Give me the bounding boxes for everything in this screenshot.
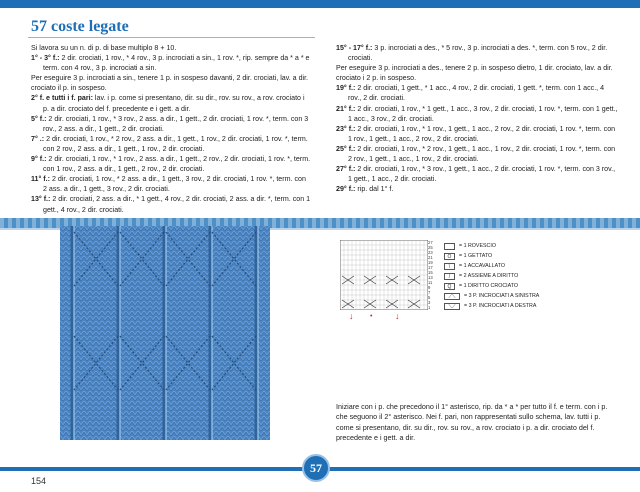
row-label: 29° f.:	[336, 185, 356, 194]
chart-legend	[444, 241, 539, 311]
repeat-end-arrow-icon: ↓	[395, 311, 400, 321]
row-label: 5° f.:	[31, 114, 47, 123]
instruction-text: 2 dir. crociati, 1 rov., * 1 gett., 1 acc., 3 rov., 2 dir. crociati, 1 rov. *, term. con 1 gett., 1 acc., 3 rov., 2 dir. crociati.	[348, 104, 618, 123]
legend-label: = 1 DIRITTO CROCIATO	[459, 283, 519, 289]
chart-row-number: 13	[428, 275, 433, 280]
instruction-paragraph	[336, 43, 618, 63]
row-label: 19° f.:	[336, 84, 356, 93]
row-label: 27° f.:	[336, 165, 356, 174]
legend-item	[444, 261, 539, 271]
cross-right-icon: ⟍⟋	[444, 303, 460, 310]
instruction-text: 2 dir. crociati, 1 rov., * 4 rov., 3 p. incrociati a sin., 1 rov. *, rip. sempre da * a * e term. con 4 rov., 3 p. incrociati a sin.	[43, 54, 310, 73]
knit-swatch-illustration	[60, 226, 270, 440]
purl-icon	[444, 243, 455, 250]
instruction-paragraph	[31, 134, 311, 154]
instruction-text: Per eseguire 3 p. incrociati a des., tenere 2 p. in sospeso dietro, 1 dir. crociato, lav. a dir. crociato i 2 p. in sospeso.	[336, 64, 613, 83]
row-label: 9° f.:	[31, 155, 47, 164]
row-label: 13° f.:	[31, 195, 51, 204]
instruction-paragraph	[31, 194, 311, 214]
legend-label: = 3 P. INCROCIATI A DESTRA	[464, 303, 537, 309]
chart-row-number: 17	[428, 265, 433, 270]
row-label: 7° .:	[31, 134, 45, 143]
instruction-paragraph	[31, 53, 311, 73]
row-label: 2° f. e tutti i f. pari:	[31, 94, 93, 103]
chart-row-number: 7	[428, 290, 431, 295]
chart-row-number: 21	[428, 255, 433, 260]
legend-item	[444, 251, 539, 261]
instruction-text: lav. i p. come si presentano, dir. su dir., rov. su rov., a rov. crociato i p. a dir. crociato del f. precedente e i gett. a dir.	[43, 94, 305, 113]
page-title: 57 coste legate	[31, 18, 129, 35]
chart-row-numbers	[428, 240, 440, 310]
row-label: 25° f.:	[336, 144, 356, 153]
k2tog-icon: /	[444, 273, 455, 280]
instruction-paragraph	[336, 184, 618, 194]
row-label: 21° f.:	[336, 104, 356, 113]
instruction-paragraph	[336, 124, 618, 144]
chart-row-number: 19	[428, 260, 433, 265]
pattern-number-badge: 57	[302, 454, 330, 482]
legend-label: = 1 ROVESCIO	[459, 243, 496, 249]
instruction-text: 3 p. incrociati a des., * 5 rov., 3 p. incrociati a des. *, term. con 5 rov., 2 dir. crociati.	[348, 44, 608, 63]
chart-row-number: 27	[428, 240, 433, 245]
legend-item	[444, 301, 539, 311]
chart-row-number: 9	[428, 285, 431, 290]
legend-label: = 1 ACCAVALLATO	[459, 263, 505, 269]
ssk-icon: \	[444, 263, 455, 270]
chart-row-number: 3	[428, 300, 431, 305]
instruction-text: 2 dir. crociati, 1 rov., * 1 rov., 2 ass. a dir., 1 gett., 2 rov., 2 dir. crociati, 1 rov. *, term. con 1 rov., 2 ass. a dir., 1 gett., 2 rov., 2 dir. crociati.	[43, 155, 311, 174]
top-color-bar	[0, 0, 640, 8]
instruction-paragraph	[31, 73, 311, 93]
instruction-paragraph	[31, 43, 311, 53]
instruction-paragraph	[336, 63, 618, 83]
instruction-text: 2 dir. crociati, 1 rov., * 1 rov., 1 gett., 1 acc., 2 rov., 2 dir. crociati, 1 rov. *, term. con 1 rov., 1 gett., 1 acc., 2 rov., 2 dir. crociati.	[348, 124, 616, 143]
repeat-start-arrow-icon: ↓	[349, 311, 354, 321]
instruction-text: 2 dir. crociati, 2 ass. a dir., * 1 gett., 4 rov., 2 dir. crociati, 2 ass. a dir. *, term. con 1 gett., 4 rov., 2 dir. crociati.	[43, 195, 311, 214]
chart-row-number: 1	[428, 305, 431, 310]
row-label: 11° f.:	[31, 175, 51, 184]
yarn-over-icon: O	[444, 253, 455, 260]
legend-item	[444, 271, 539, 281]
legend-label: = 1 GETTATO	[459, 253, 493, 259]
row-label: 23° f.:	[336, 124, 356, 133]
chart-row-number: 5	[428, 295, 431, 300]
pattern-notes: Iniziare con i p. che precedono il 1° asterisco, rip. da * a * per tutto il f. e term. con i p. che seguono il 2° asterisco. Nei f. pari, non rappresentati sullo schema, lav. tutti i p. come si presentano, dir. su dir., rov. su rov., a rov. crociato i p. a dir. crociato del f. precedente e i gett. a dir.	[336, 402, 608, 443]
instruction-text: 2 dir. crociati, 1 rov., * 2 rov., 1 gett., 1 acc., 1 rov., 2 dir. crociati, 1 rov. *, term. con 2 rov., 1 gett., 1 acc., 1 rov., 2 dir. crociati.	[348, 144, 616, 164]
legend-label: = 2 ASSIEME A DIRITTO	[459, 273, 519, 279]
instruction-paragraph	[336, 104, 618, 124]
knitting-chart	[340, 240, 428, 310]
title-underline	[28, 37, 315, 38]
repeat-marker-dot-icon: •	[370, 313, 373, 320]
instruction-text: 2 dir. crociati, 1 rov., * 2 rov., 2 ass. a dir., 1 gett., 1 rov., 2 dir. crociati, 1 rov. *, term. con 2 rov., 2 ass. a dir., 1 gett., 1 rov., 2 dir. crociati.	[43, 134, 308, 153]
row-label: 15° - 17° f.:	[336, 44, 373, 52]
cross-left-icon: ⟋⟍	[444, 293, 460, 300]
instruction-paragraph	[31, 174, 311, 194]
page-number: 154	[31, 476, 47, 486]
instruction-text: Si lavora su un n. di p. di base multiplo 8 + 10.	[31, 44, 177, 52]
instruction-paragraph	[31, 114, 311, 134]
knit-swatch-photo	[60, 226, 270, 440]
legend-item	[444, 241, 539, 251]
chart-row-number: 23	[428, 250, 433, 255]
instruction-text: 2 dir. crociati, 1 rov., * 2 ass. a dir., 1 gett., 3 rov., 2 dir. crociati, 1 rov. *, term. con 2 ass. a dir., 1 gett., 3 rov., 2 dir. crociati.	[43, 175, 306, 194]
instruction-text: Per eseguire 3 p. incrociati a sin., tenere 1 p. in sospeso davanti, 2 dir. crociati, lav. a dir. crociato il p. in sospeso.	[31, 74, 309, 93]
instruction-paragraph	[336, 164, 618, 184]
instruction-paragraph	[336, 83, 618, 103]
instruction-text: 2 dir. crociati, 1 rov., * 3 rov., 2 ass. a dir., 1 gett., 2 dir. crociati, 1 rov. *, term. con 3 rov., 2 ass. a dir., 1 gett., 2 dir. crociati.	[43, 114, 309, 133]
instruction-text: 2 dir. crociati, 1 gett., * 1 acc., 4 rov., 2 dir. crociati, 1 gett. *, term. con 1 acc., 4 rov., 2 dir. crociati.	[348, 84, 605, 103]
instruction-paragraph	[31, 93, 311, 113]
legend-item	[444, 281, 539, 291]
chart-row-number: 15	[428, 270, 433, 275]
instruction-text: 2 dir. crociati, 1 rov., * 3 rov., 1 gett., 1 acc., 2 dir. crociati, 1 rov. *, term. con 3 rov., 1 gett., 1 acc., 2 dir. crociati.	[348, 165, 616, 184]
instruction-paragraph	[336, 144, 618, 164]
instructions-right-column	[336, 43, 618, 194]
row-label: 1° - 3° f.:	[31, 54, 60, 63]
chart-row-number: 11	[428, 280, 433, 285]
legend-item	[444, 291, 539, 301]
legend-label: = 3 P. INCROCIATI A SINISTRA	[464, 293, 540, 299]
twisted-knit-icon: Q	[444, 283, 455, 290]
instruction-text: rip. dal 1° f.	[355, 185, 394, 194]
instructions-left-column	[31, 43, 311, 215]
chart-row-number: 25	[428, 245, 433, 250]
instruction-paragraph	[31, 154, 311, 174]
